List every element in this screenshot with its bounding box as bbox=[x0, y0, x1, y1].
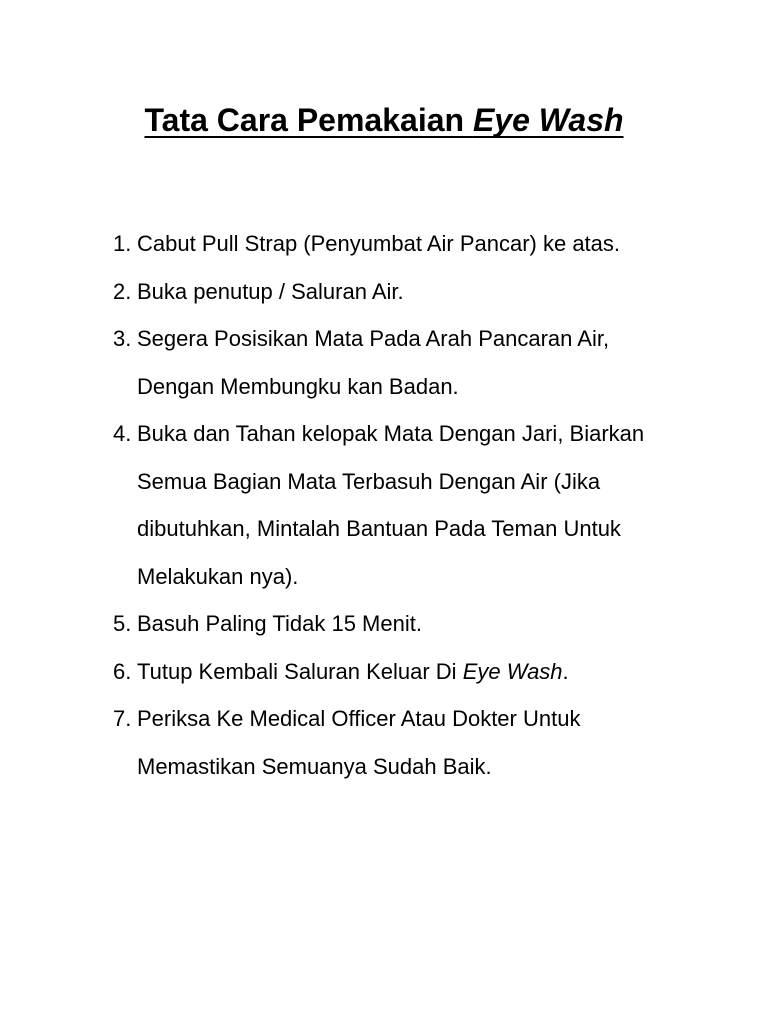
step-line-after: . bbox=[562, 658, 569, 684]
step-line: Basuh Paling Tidak 15 Menit. bbox=[137, 611, 422, 636]
step-number: 6. bbox=[113, 658, 132, 684]
step-number: 1. bbox=[113, 231, 132, 256]
step-line: Cabut Pull Strap (Penyumbat Air Pancar) ke atas. bbox=[137, 231, 621, 256]
step-7 bbox=[0, 695, 768, 790]
step-line: Segera Posisikan Mata Pada Arah Pancaran Air, bbox=[137, 326, 610, 351]
step-number: 4. bbox=[113, 421, 132, 446]
step-4 bbox=[0, 410, 768, 600]
step-line: Buka penutup / Saluran Air. bbox=[137, 278, 404, 304]
step-number: 7. bbox=[113, 706, 132, 731]
step-3 bbox=[0, 315, 768, 410]
step-line-emphasis: Eye Wash bbox=[462, 658, 563, 684]
step-line: Memastikan Semuanya Sudah Baik. bbox=[137, 753, 492, 779]
step-1 bbox=[0, 220, 768, 268]
step-line: Melakukan nya). bbox=[137, 563, 299, 589]
step-5 bbox=[0, 600, 768, 648]
step-line: dibutuhkan, Mintalah Bantuan Pada Teman Untuk bbox=[137, 516, 621, 541]
step-line: Periksa Ke Medical Officer Atau Dokter Untuk bbox=[137, 706, 581, 731]
step-6 bbox=[0, 648, 768, 696]
step-line: Semua Bagian Mata Terbasuh Dengan Air (Jika bbox=[137, 468, 601, 494]
step-line: Dengan Membungku kan Badan. bbox=[137, 373, 459, 399]
step-line: Buka dan Tahan kelopak Mata Dengan Jari, Biarkan bbox=[137, 421, 645, 446]
title-emphasis: Eye Wash bbox=[472, 102, 624, 138]
steps-list bbox=[0, 220, 768, 790]
step-2 bbox=[0, 268, 768, 316]
step-number: 2. bbox=[113, 278, 132, 304]
step-line-text: Tutup Kembali Saluran Keluar Di bbox=[137, 658, 463, 684]
title-text: Tata Cara Pemakaian bbox=[144, 102, 473, 138]
step-number: 5. bbox=[113, 611, 132, 636]
page-title bbox=[0, 100, 768, 140]
step-number: 3. bbox=[113, 326, 132, 351]
